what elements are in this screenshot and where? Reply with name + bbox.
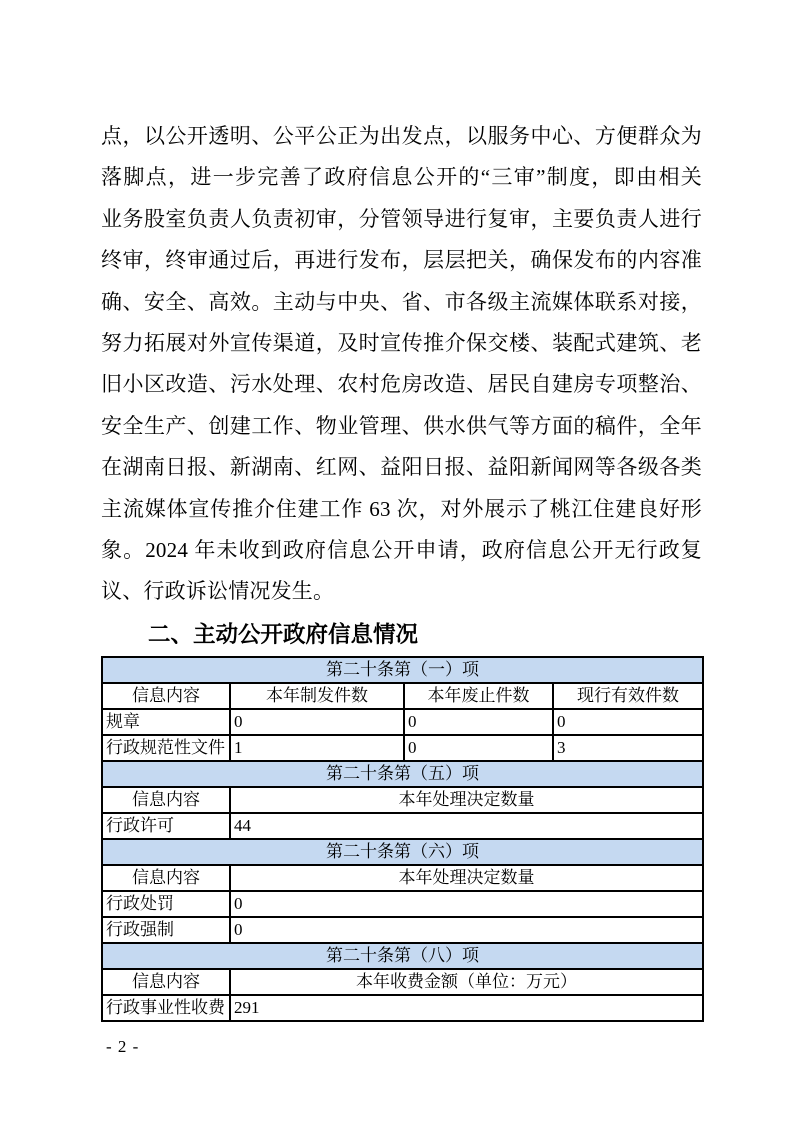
- row-label: 行政许可: [102, 813, 230, 839]
- cell-value: 0: [230, 709, 404, 735]
- column-header: 本年废止件数: [404, 683, 553, 709]
- column-header: 本年制发件数: [230, 683, 404, 709]
- row-label: 规章: [102, 709, 230, 735]
- cell-value: 0: [404, 709, 553, 735]
- page-content: [101, 116, 702, 1022]
- cell-value: 0: [404, 735, 553, 761]
- table-header-row: [102, 865, 703, 891]
- column-header: 本年处理决定数量: [230, 787, 703, 813]
- column-header: 信息内容: [102, 787, 230, 813]
- row-label: 行政强制: [102, 917, 230, 943]
- row-label: 行政事业性收费: [102, 995, 230, 1021]
- body-line: 确、安全、高效。主动与中央、省、市各级主流媒体联系对接，: [101, 289, 702, 314]
- cell-value: 0: [230, 891, 703, 917]
- cell-value: 291: [230, 995, 703, 1021]
- cell-value: 44: [230, 813, 703, 839]
- body-line: 旧小区改造、污水处理、农村危房改造、居民自建房专项整治、: [101, 372, 702, 397]
- page-number: - 2 -: [106, 1037, 140, 1056]
- column-header: 现行有效件数: [553, 683, 703, 709]
- body-line: 主流媒体宣传推介住建工作 63 次，对外展示了桃江住建良好形: [101, 496, 702, 521]
- cell-value: 0: [553, 709, 703, 735]
- row-label: 行政处罚: [102, 891, 230, 917]
- table-section-row: [102, 943, 703, 969]
- column-header: 本年处理决定数量: [230, 865, 703, 891]
- body-paragraph: [101, 116, 702, 613]
- column-header: 本年收费金额（单位：万元）: [230, 969, 703, 995]
- table-section-row: [102, 657, 703, 683]
- table-row: [102, 995, 703, 1021]
- cell-value: 0: [230, 917, 703, 943]
- table-header-row: [102, 683, 703, 709]
- body-line: 象。2024 年未收到政府信息公开申请，政府信息公开无行政复: [101, 537, 702, 562]
- column-header: 信息内容: [102, 969, 230, 995]
- table-section-title: 第二十条第（六）项: [102, 839, 703, 865]
- body-line: 业务股室负责人负责初审，分管领导进行复审，主要负责人进行: [101, 206, 702, 231]
- body-line: 在湖南日报、新湖南、红网、益阳日报、益阳新闻网等各级各类: [101, 455, 702, 480]
- info-table: [101, 656, 704, 1022]
- body-line: 议、行政诉讼情况发生。: [101, 579, 335, 604]
- table-row: [102, 813, 703, 839]
- body-line: 安全生产、创建工作、物业管理、供水供气等方面的稿件，全年: [101, 413, 702, 438]
- column-header: 信息内容: [102, 683, 230, 709]
- cell-value: 3: [553, 735, 703, 761]
- cell-value: 1: [230, 735, 404, 761]
- table-section-title: 第二十条第（八）项: [102, 943, 703, 969]
- table-row: [102, 709, 703, 735]
- table-section-row: [102, 839, 703, 865]
- section-heading: 二、主动公开政府信息情况: [148, 621, 419, 647]
- body-line: 终审，终审通过后，再进行发布，层层把关，确保发布的内容准: [101, 248, 702, 273]
- table-row: [102, 735, 703, 761]
- table-row: [102, 891, 703, 917]
- column-header: 信息内容: [102, 865, 230, 891]
- table-header-row: [102, 969, 703, 995]
- body-line: 落脚点，进一步完善了政府信息公开的“三审”制度，即由相关: [101, 165, 702, 190]
- table-section-title: 第二十条第（五）项: [102, 761, 703, 787]
- table-section-row: [102, 761, 703, 787]
- body-line: 点，以公开透明、公平公正为出发点，以服务中心、方便群众为: [101, 124, 702, 148]
- row-label: 行政规范性文件: [102, 735, 230, 761]
- body-line: 努力拓展对外宣传渠道，及时宣传推介保交楼、装配式建筑、老: [101, 330, 702, 355]
- table-row: [102, 917, 703, 943]
- table-section-title: 第二十条第（一）项: [102, 657, 703, 683]
- table-header-row: [102, 787, 703, 813]
